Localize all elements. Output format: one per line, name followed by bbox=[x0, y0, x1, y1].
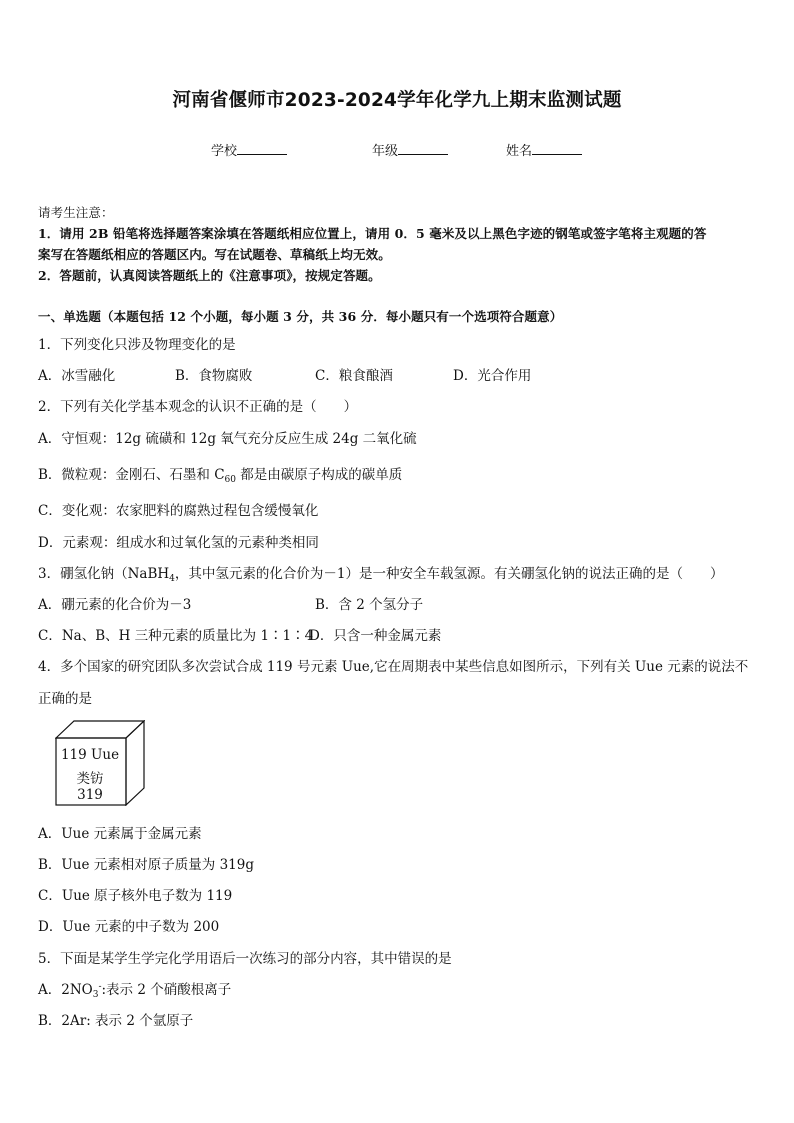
notice-heading: 请考生注意： bbox=[38, 205, 114, 220]
question-2-option-c: C．变化观：农家肥料的腐熟过程包含缓慢氧化 bbox=[38, 503, 319, 519]
question-1-stem: 1．下列变化只涉及物理变化的是 bbox=[38, 337, 236, 353]
question-4-stem-line-2: 正确的是 bbox=[38, 691, 92, 707]
question-3-stem-text: 3．硼氢化钠（NaBH bbox=[38, 566, 170, 582]
no3-charge-superscript: - bbox=[98, 982, 102, 992]
notice-item-1-line-1: 1．请用 2B 铅笔将选择题答案涂填在答题纸相应位置上，请用 0．5 毫米及以上黑色字迹的钢笔或签字笔将主观题的答 bbox=[38, 226, 707, 241]
cube-side-face bbox=[126, 721, 144, 805]
question-4-option-d: D．Uue 元素的中子数为 200 bbox=[38, 919, 220, 935]
school-label: 学校 bbox=[211, 144, 238, 159]
question-5-option-a bbox=[38, 978, 231, 1000]
question-4-option-b: B．Uue 元素相对原子质量为 319g bbox=[38, 857, 254, 873]
nabh4-subscript: 4 bbox=[169, 574, 175, 584]
grade-label: 年级 bbox=[372, 144, 399, 159]
question-3-option-c: C．Na、B、H 三种元素的质量比为 1∶1∶4 bbox=[38, 628, 314, 644]
question-2-option-b bbox=[38, 463, 402, 485]
question-1-option-d: D．光合作用 bbox=[453, 368, 532, 384]
notice-item-1-line-2: 案写在答题纸相应的答题区内。写在试题卷、草稿纸上均无效。 bbox=[38, 247, 391, 262]
name-blank bbox=[532, 142, 582, 155]
question-1-option-c: C．粮食酿酒 bbox=[315, 368, 393, 384]
cube-top-face bbox=[56, 721, 144, 738]
question-2-option-a: A．守恒观：12g 硫磺和 12g 氧气充分反应生成 24g 二氧化硫 bbox=[38, 431, 417, 447]
grade-field bbox=[372, 140, 448, 159]
question-4-option-c: C．Uue 原子核外电子数为 119 bbox=[38, 888, 233, 904]
no3-subscript: 3 bbox=[92, 990, 99, 1000]
element-mass: 319 bbox=[77, 787, 103, 803]
question-3-option-b: B．含 2 个氢分子 bbox=[315, 597, 424, 613]
element-name: 类钫 bbox=[76, 771, 104, 787]
section-heading: 一、单选题（本题包括 12 个小题，每小题 3 分，共 36 分．每小题只有一个选项符合题意） bbox=[38, 309, 563, 324]
name-label: 姓名 bbox=[506, 144, 533, 159]
question-4-option-a: A．Uue 元素属于金属元素 bbox=[38, 826, 202, 842]
question-5-stem: 5．下面是某学生学完化学用语后一次练习的部分内容，其中错误的是 bbox=[38, 951, 452, 967]
name-field bbox=[506, 140, 582, 159]
question-5-option-b: B．2Ar: 表示 2 个氩原子 bbox=[38, 1013, 194, 1029]
question-3-stem bbox=[38, 562, 723, 584]
question-2-option-b-text: B．微粒观：金刚石、石墨和 C bbox=[38, 467, 225, 483]
question-2-stem: 2．下列有关化学基本观念的认识不正确的是（ ） bbox=[38, 399, 358, 415]
notice-item-2: 2．答题前，认真阅读答题纸上的《注意事项》，按规定答题。 bbox=[38, 268, 381, 283]
question-4-stem-line-1: 4．多个国家的研究团队多次尝试合成 119 号元素 Uue,它在周期表中某些信息如图所示，下列有关 Uue 元素的说法不 bbox=[38, 659, 749, 675]
question-1-option-b: B．食物腐败 bbox=[175, 368, 253, 384]
school-field bbox=[211, 140, 287, 159]
element-number-symbol: 119 Uue bbox=[60, 747, 120, 763]
grade-blank bbox=[398, 142, 448, 155]
page-title: 河南省偃师市2023-2024学年化学九上期末监测试题 bbox=[172, 90, 622, 111]
question-3-option-d: D．只含一种金属元素 bbox=[309, 628, 442, 644]
question-2-option-d: D．元素观：组成水和过氧化氢的元素种类相同 bbox=[38, 535, 319, 551]
question-2-option-b-rest: 都是由碳原子构成的碳单质 bbox=[236, 467, 403, 483]
question-1-option-a: A．冰雪融化 bbox=[38, 368, 116, 384]
question-3-stem-rest: ，其中氢元素的化合价为－1）是一种安全车载氢源。有关硼氢化钠的说法正确的是（ ） bbox=[174, 566, 724, 582]
question-3-option-a: A．硼元素的化合价为－3 bbox=[38, 597, 192, 613]
question-5-option-a-rest: :表示 2 个硝酸根离子 bbox=[101, 982, 232, 998]
c60-subscript: 60 bbox=[224, 475, 236, 485]
school-blank bbox=[237, 142, 287, 155]
question-5-option-a-text: A．2NO bbox=[38, 982, 93, 998]
